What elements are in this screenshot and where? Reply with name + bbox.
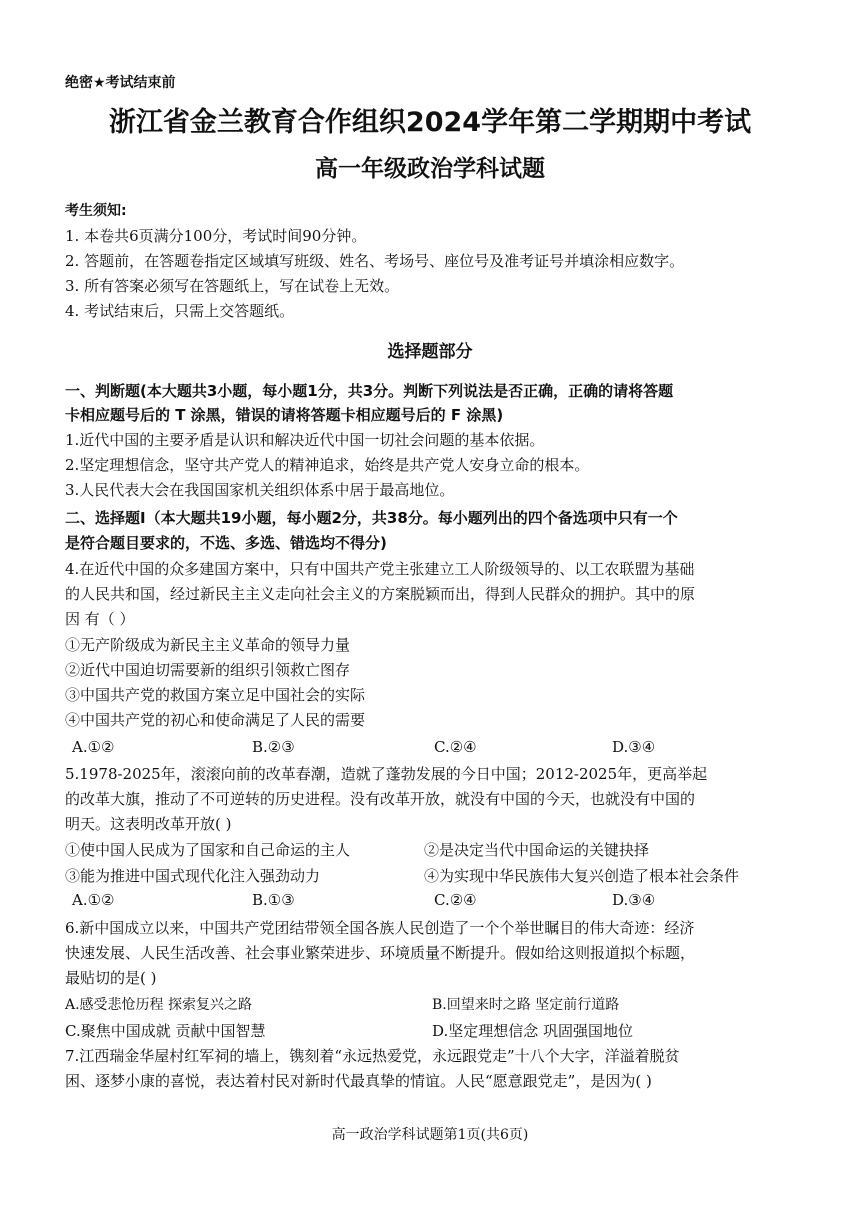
confidential-label: 绝密★考试结束前	[65, 75, 176, 91]
question-4-option-c: C.②④	[434, 738, 477, 756]
judgment-question: 1.近代中国的主要矛盾是认识和解决近代中国一切社会问题的基本依据。	[65, 431, 545, 449]
question-5-option-b: B.①③	[252, 891, 295, 909]
question-6-option-a: A.感受悲怆历程 探索复兴之路	[65, 997, 253, 1013]
question-4-option-a: A.①②	[72, 738, 115, 756]
notice-item: 1. 本卷共6页满分100分，考试时间90分钟。	[65, 227, 367, 245]
question-4-statement: ④中国共产党的初心和使命满足了人民的需要	[65, 711, 366, 729]
question-5-statement: ③能为推进中国式现代化注入强劲动力	[65, 867, 321, 885]
question-6-text: 6.新中国成立以来，中国共产党团结带领全国各族人民创造了一个个举世瞩目的伟大奇迹：经济	[65, 919, 695, 937]
question-4-option-b: B.②③	[252, 738, 295, 756]
question-6-option-b: B.回望来时之路 坚定前行道路	[432, 997, 620, 1013]
part2-heading: 是符合题目要求的，不选、多选、错选均不得分)	[65, 534, 387, 552]
exam-subtitle: 高一年级政治学科试题	[315, 156, 545, 182]
part1-heading: 卡相应题号后的 T 涂黑，错误的请将答题卡相应题号后的 F 涂黑)	[65, 406, 504, 424]
question-6-option-c: C.聚焦中国成就 贡献中国智慧	[65, 1022, 266, 1040]
question-4-statement: ①无产阶级成为新民主主义革命的领导力量	[65, 636, 351, 654]
question-5-statement: ④为实现中华民族伟大复兴创造了根本社会条件	[424, 867, 740, 885]
notice-item: 2. 答题前，在答题卷指定区域填写班级、姓名、考场号、座位号及准考证号并填涂相应数字。	[65, 252, 685, 270]
question-7-text: 困、逐梦小康的喜悦，表达着村民对新时代最真挚的情谊。人民“愿意跟党走”，是因为( )	[65, 1072, 652, 1090]
exam-title: 浙江省金兰教育合作组织2024学年第二学期期中考试	[108, 107, 752, 138]
question-4-statement: ②近代中国迫切需要新的组织引领救亡图存	[65, 661, 351, 679]
question-4-statement: ③中国共产党的救国方案立足中国社会的实际	[65, 686, 366, 704]
question-4-text: 4.在近代中国的众多建国方案中，只有中国共产党主张建立工人阶级领导的、以工农联盟为基础	[65, 560, 695, 578]
part2-heading: 二、选择题I（本大题共19小题，每小题2分，共38分。每小题列出的四个备选项中只有一个	[65, 509, 678, 527]
question-4-text: 的人民共和国，经过新民主主义走向社会主义的方案脱颖而出，得到人民群众的拥护。其中的原	[65, 585, 696, 603]
question-5-text: 明天。这表明改革开放( )	[65, 815, 232, 833]
question-6-text: 最贴切的是( )	[65, 969, 157, 987]
question-5-option-d: D.③④	[612, 891, 656, 909]
part1-heading: 一、判断题(本大题共3小题，每小题1分，共3分。判断下列说法是否正确，正确的请将答题	[65, 382, 674, 400]
question-4-text: 因 有（ ）	[65, 610, 135, 628]
question-4-option-d: D.③④	[612, 738, 656, 756]
question-5-text: 5.1978-2025年，滚滚向前的改革春潮，造就了蓬勃发展的今日中国；2012-2025年，更高举起	[65, 765, 708, 783]
question-5-statement: ②是决定当代中国命运的关键抉择	[424, 841, 650, 859]
question-5-statement: ①使中国人民成为了国家和自己命运的主人	[65, 841, 351, 859]
notice-item: 3. 所有答案必须写在答题纸上，写在试卷上无效。	[65, 277, 400, 295]
question-5-text: 的改革大旗，推动了不可逆转的历史进程。没有改革开放，就没有中国的今天，也就没有中国的	[65, 790, 696, 808]
judgment-question: 2.坚定理想信念，坚守共产党人的精神追求，始终是共产党人安身立命的根本。	[65, 456, 590, 474]
section-title: 选择题部分	[387, 342, 473, 362]
question-5-option-c: C.②④	[434, 891, 477, 909]
notice-item: 4. 考试结束后，只需上交答题纸。	[65, 302, 295, 320]
notice-heading: 考生须知:	[65, 203, 127, 219]
question-7-text: 7.江西瑞金华屋村红军祠的墙上，镌刻着“永远热爱党，永远跟党走”十八个大字，洋溢着脱贫	[65, 1047, 680, 1065]
question-6-text: 快速发展、人民生活改善、社会事业繁荣进步、环境质量不断提升。假如给这则报道拟个标题，	[65, 944, 696, 962]
question-5-option-a: A.①②	[72, 891, 115, 909]
page-footer: 高一政治学科试题第1页(共6页)	[331, 1127, 529, 1143]
judgment-question: 3.人民代表大会在我国国家机关组织体系中居于最高地位。	[65, 481, 455, 499]
question-6-option-d: D.坚定理想信念 巩固强国地位	[432, 1022, 634, 1040]
